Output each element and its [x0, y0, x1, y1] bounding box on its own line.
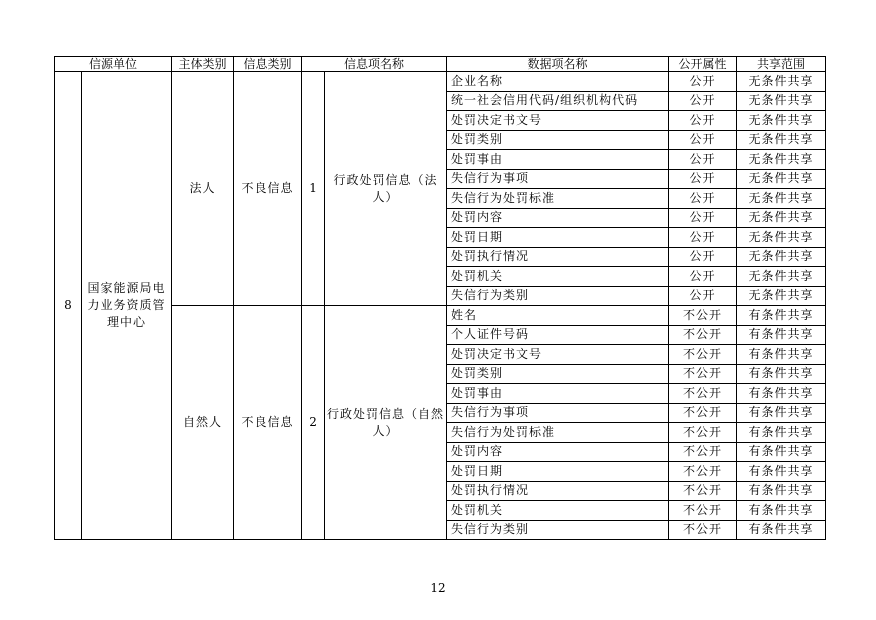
data-item-name: 处罚事由 — [447, 150, 669, 170]
public-attribute: 不公开 — [669, 364, 737, 384]
header-info-type: 信息类别 — [234, 57, 302, 72]
data-item-name: 处罚机关 — [447, 267, 669, 287]
share-scope: 有条件共享 — [737, 384, 826, 404]
share-scope: 有条件共享 — [737, 364, 826, 384]
unit-name: 国家能源局电力业务资质管理中心 — [82, 72, 172, 540]
public-attribute: 不公开 — [669, 325, 737, 345]
public-attribute: 不公开 — [669, 345, 737, 365]
share-scope: 无条件共享 — [737, 169, 826, 189]
share-scope: 无条件共享 — [737, 189, 826, 209]
public-attribute: 公开 — [669, 286, 737, 306]
table-row — [55, 72, 826, 92]
public-attribute: 不公开 — [669, 442, 737, 462]
page-number: 12 — [430, 581, 446, 595]
header-unit: 信源单位 — [55, 57, 172, 72]
share-scope: 无条件共享 — [737, 228, 826, 248]
share-scope: 无条件共享 — [737, 130, 826, 150]
data-item-name: 处罚内容 — [447, 208, 669, 228]
share-scope: 有条件共享 — [737, 481, 826, 501]
public-attribute: 公开 — [669, 91, 737, 111]
public-attribute: 不公开 — [669, 501, 737, 521]
header-subject-type: 主体类别 — [172, 57, 234, 72]
info-item-name: 行政处罚信息（法人） — [325, 72, 447, 306]
data-item-name: 处罚日期 — [447, 228, 669, 248]
data-item-name: 失信行为处罚标准 — [447, 423, 669, 443]
public-attribute: 公开 — [669, 208, 737, 228]
share-scope: 无条件共享 — [737, 91, 826, 111]
info-category: 不良信息 — [234, 306, 302, 540]
share-scope: 有条件共享 — [737, 306, 826, 326]
public-attribute: 不公开 — [669, 306, 737, 326]
info-number: 1 — [302, 72, 325, 306]
share-scope: 无条件共享 — [737, 111, 826, 131]
header-info-name: 信息项名称 — [302, 57, 447, 72]
public-attribute: 公开 — [669, 72, 737, 92]
row-index: 8 — [55, 72, 82, 540]
public-attribute: 不公开 — [669, 481, 737, 501]
data-item-name: 处罚执行情况 — [447, 481, 669, 501]
data-item-name: 失信行为类别 — [447, 520, 669, 540]
share-scope: 无条件共享 — [737, 150, 826, 170]
data-item-name: 处罚决定书文号 — [447, 111, 669, 131]
public-attribute: 公开 — [669, 111, 737, 131]
public-attribute: 不公开 — [669, 384, 737, 404]
share-scope: 无条件共享 — [737, 208, 826, 228]
data-item-name: 失信行为事项 — [447, 403, 669, 423]
data-item-name: 处罚机关 — [447, 501, 669, 521]
share-scope: 有条件共享 — [737, 501, 826, 521]
share-scope: 有条件共享 — [737, 462, 826, 482]
data-item-name: 处罚事由 — [447, 384, 669, 404]
header-public-attr: 公开属性 — [669, 57, 737, 72]
public-attribute: 公开 — [669, 150, 737, 170]
share-scope: 有条件共享 — [737, 403, 826, 423]
subject-type: 法人 — [172, 72, 234, 306]
table-body — [55, 72, 826, 540]
data-item-name: 个人证件号码 — [447, 325, 669, 345]
data-item-name: 处罚内容 — [447, 442, 669, 462]
public-attribute: 不公开 — [669, 403, 737, 423]
info-number: 2 — [302, 306, 325, 540]
data-item-name: 统一社会信用代码/组织机构代码 — [447, 91, 669, 111]
data-item-name: 处罚决定书文号 — [447, 345, 669, 365]
share-scope: 无条件共享 — [737, 267, 826, 287]
public-attribute: 公开 — [669, 228, 737, 248]
share-scope: 无条件共享 — [737, 247, 826, 267]
info-category: 不良信息 — [234, 72, 302, 306]
data-item-name: 处罚日期 — [447, 462, 669, 482]
public-attribute: 公开 — [669, 169, 737, 189]
header-share-scope: 共享范围 — [737, 57, 826, 72]
share-scope: 有条件共享 — [737, 345, 826, 365]
share-scope: 有条件共享 — [737, 423, 826, 443]
data-item-name: 处罚类别 — [447, 130, 669, 150]
subject-type: 自然人 — [172, 306, 234, 540]
public-attribute: 公开 — [669, 267, 737, 287]
public-attribute: 不公开 — [669, 462, 737, 482]
share-scope: 无条件共享 — [737, 72, 826, 92]
info-item-name: 行政处罚信息（自然人） — [325, 306, 447, 540]
header-row — [55, 57, 826, 72]
share-scope: 有条件共享 — [737, 520, 826, 540]
data-item-name: 处罚执行情况 — [447, 247, 669, 267]
data-item-name: 企业名称 — [447, 72, 669, 92]
public-attribute: 公开 — [669, 189, 737, 209]
share-scope: 有条件共享 — [737, 442, 826, 462]
public-attribute: 公开 — [669, 130, 737, 150]
header-data-item: 数据项名称 — [447, 57, 669, 72]
public-attribute: 不公开 — [669, 423, 737, 443]
share-scope: 有条件共享 — [737, 325, 826, 345]
share-scope: 无条件共享 — [737, 286, 826, 306]
public-attribute: 公开 — [669, 247, 737, 267]
info-catalog-table — [54, 56, 826, 540]
data-item-name: 失信行为类别 — [447, 286, 669, 306]
data-item-name: 失信行为处罚标准 — [447, 189, 669, 209]
data-item-name: 失信行为事项 — [447, 169, 669, 189]
public-attribute: 不公开 — [669, 520, 737, 540]
data-item-name: 姓名 — [447, 306, 669, 326]
data-item-name: 处罚类别 — [447, 364, 669, 384]
